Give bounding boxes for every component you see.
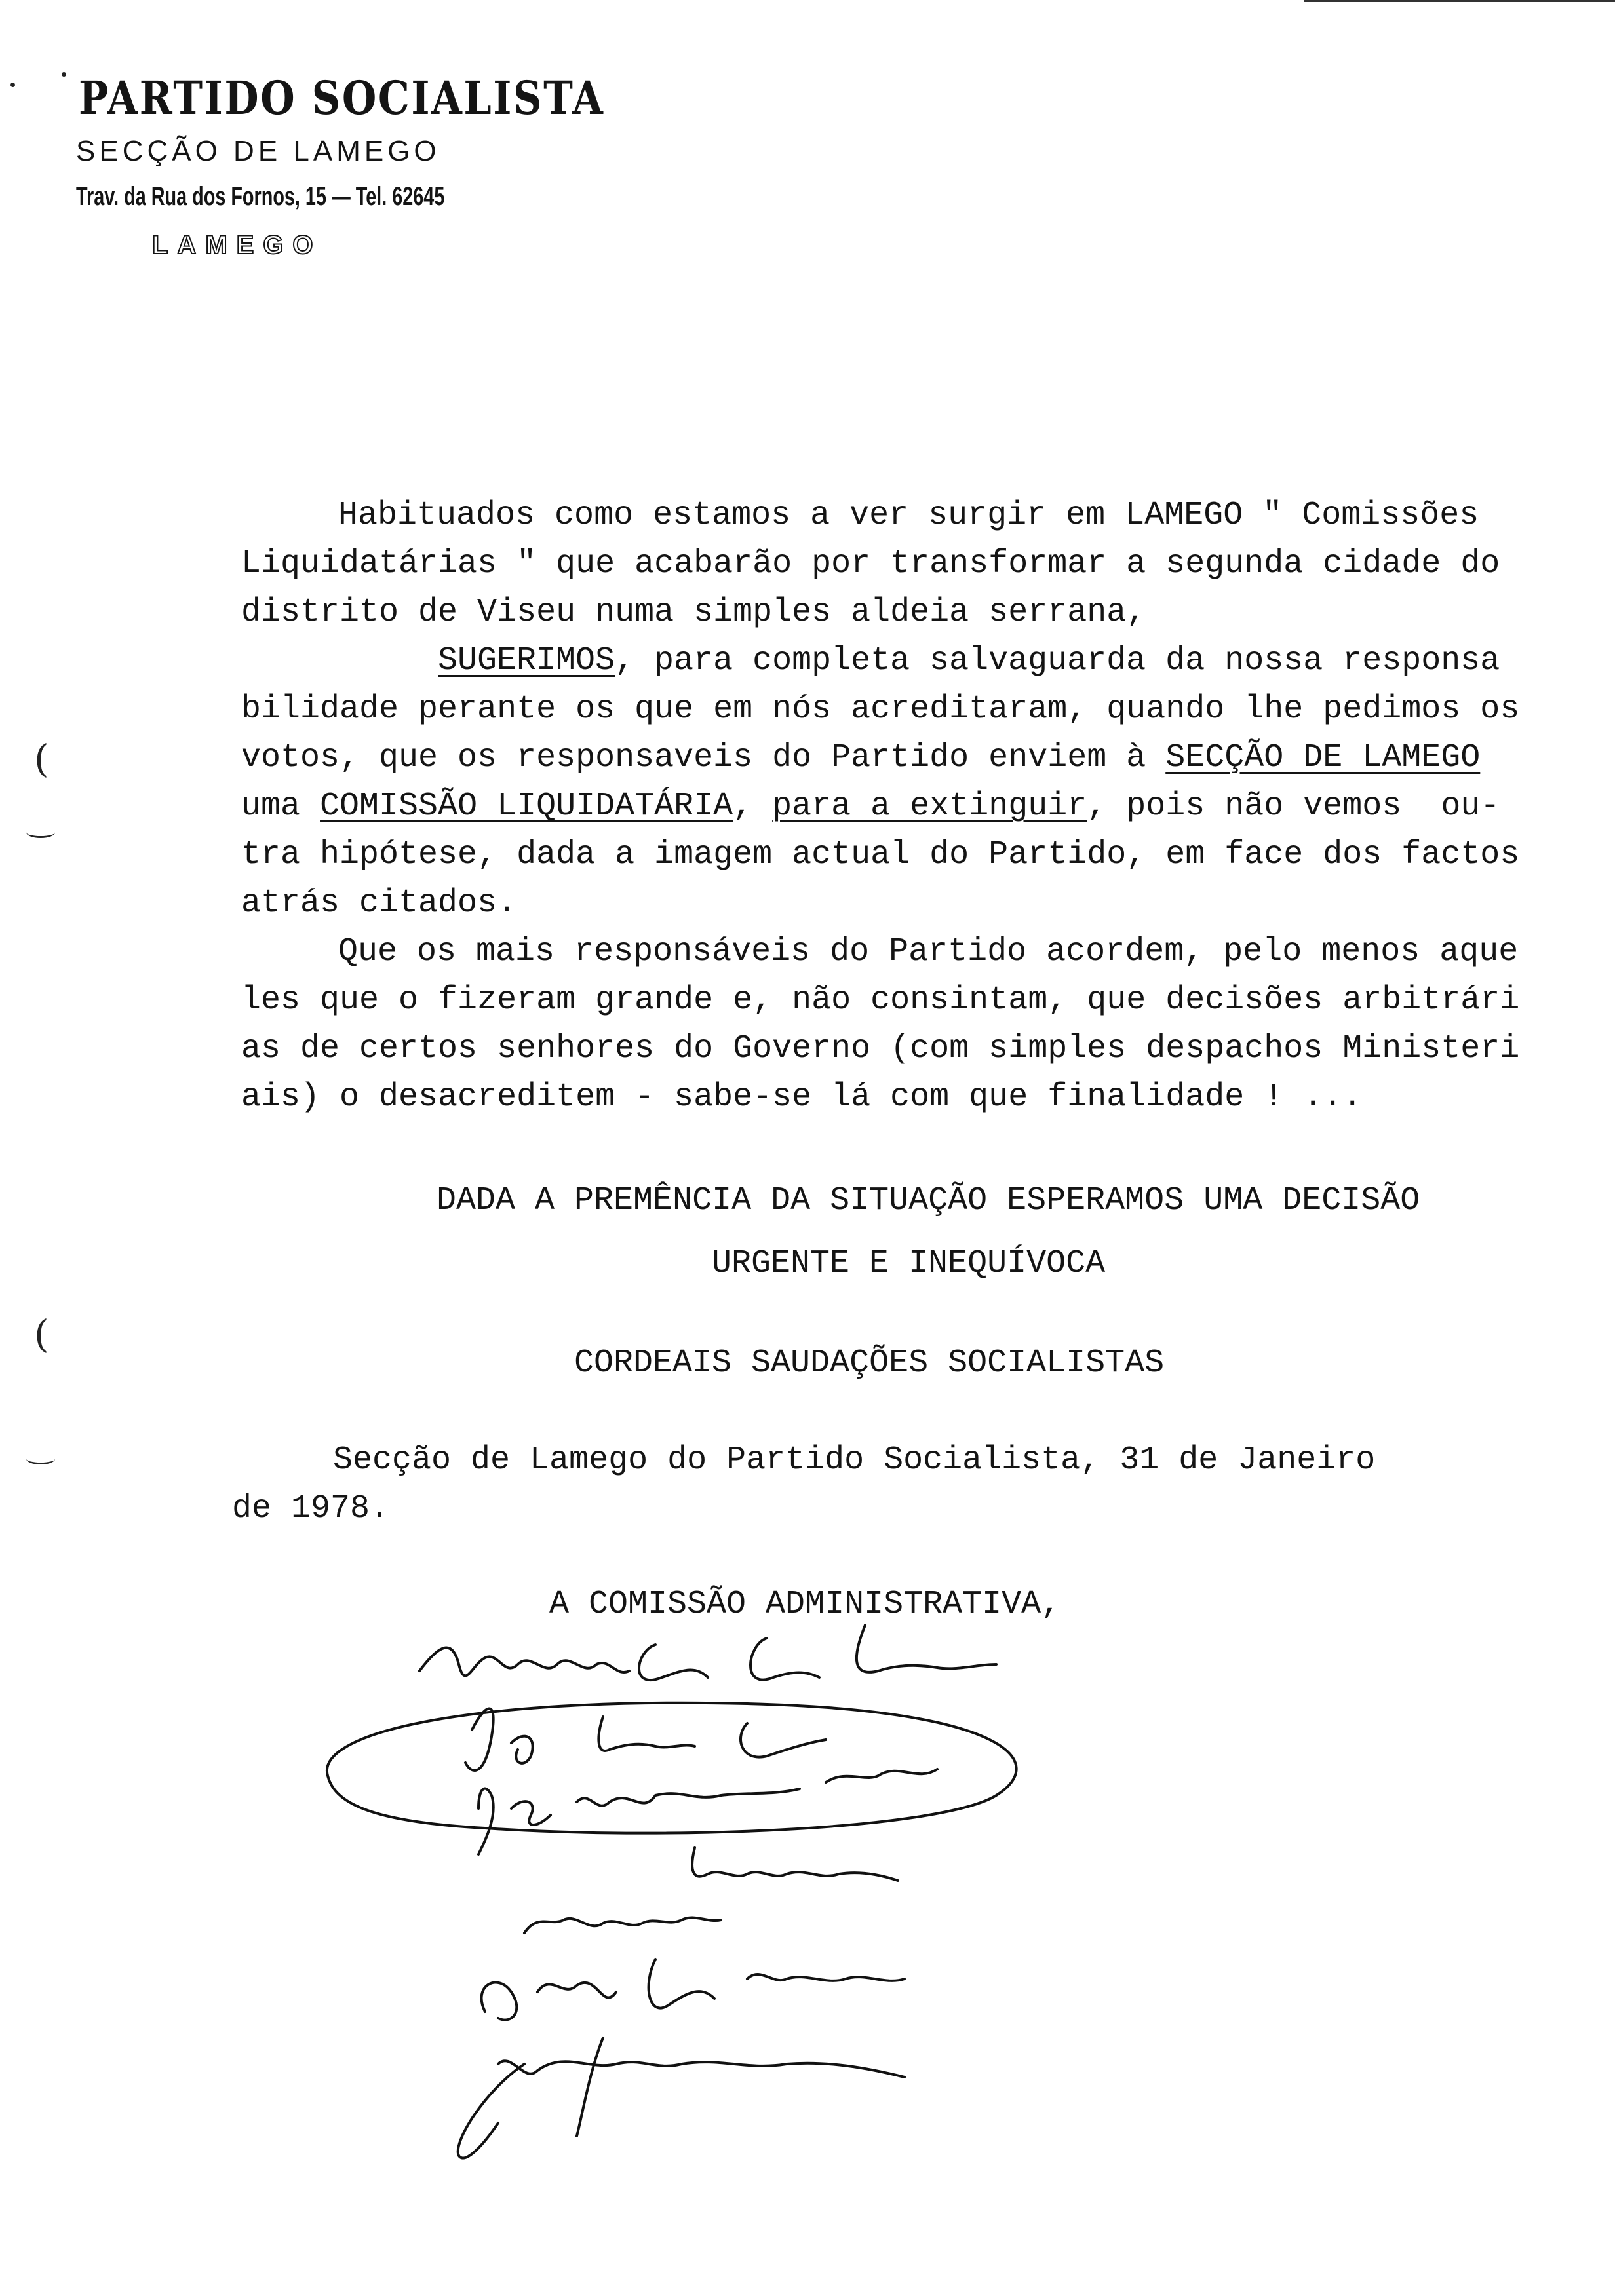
body-line: tra hipótese, dada a imagem actual do Partido, em face dos factos: [241, 836, 1520, 873]
section-city: LAMEGO: [152, 231, 322, 259]
body-line: ais) o desacreditem - sabe-se lá com que finalidade ! ...: [241, 1079, 1363, 1116]
punch-dot: [62, 72, 66, 77]
party-name: PARTIDO SOCIALISTA: [79, 71, 605, 125]
body-line: uma COMISSÃO LIQUIDATÁRIA, para a extinguir, pois não vemos ou-: [241, 788, 1500, 825]
committee-title: A COMISSÃO ADMINISTRATIVA,: [549, 1586, 1061, 1623]
underlined-text: COMISSÃO LIQUIDATÁRIA: [320, 788, 733, 825]
body-line: as de certos senhores do Governo (com simples despachos Ministeri: [241, 1030, 1520, 1067]
body-line: votos, que os responsaveis do Partido enviem à SECÇÃO DE LAMEGO: [241, 739, 1481, 776]
margin-fold-mark: [26, 1453, 55, 1464]
signature-5: [524, 1917, 721, 1933]
signature-6: [482, 1959, 905, 2020]
margin-mark: (: [34, 737, 49, 781]
place-date: Secção de Lamego do Partido Socialista, 31 de Janeiro: [333, 1442, 1376, 1479]
section-address: Trav. da Rua dos Fornos, 15 — Tel. 62645: [76, 182, 445, 211]
signature-4: [692, 1848, 898, 1881]
underlined-text: SUGERIMOS: [438, 642, 615, 679]
punch-dot: [10, 83, 15, 87]
body-line: bilidade perante os que em nós acreditaram, quando lhe pedimos os: [241, 691, 1520, 728]
underlined-text: SECÇÃO DE LAMEGO: [1165, 739, 1481, 776]
handwritten-signatures: [288, 1566, 1272, 2169]
body-line: Habituados como estamos a ver surgir em LAMEGO " Comissões: [338, 497, 1479, 534]
margin-fold-mark: [26, 827, 55, 838]
urgency-line: DADA A PREMÊNCIA DA SITUAÇÃO ESPERAMOS UMA DECISÃO: [437, 1182, 1420, 1219]
body-line: Liquidatárias " que acabarão por transformar a segunda cidade do: [241, 545, 1500, 583]
urgency-line: URGENTE E INEQUÍVOCA: [712, 1245, 1106, 1282]
signature-2: [465, 1709, 826, 1770]
greeting: CORDEAIS SAUDAÇÕES SOCIALISTAS: [574, 1345, 1165, 1382]
underlined-text: para a extinguir: [772, 788, 1087, 825]
margin-mark: (: [34, 1312, 49, 1356]
body-line: les que o fizeram grande e, não consintam, que decisões arbitrári: [241, 982, 1520, 1019]
commission-oval: [327, 1703, 1017, 1833]
signature-1: [419, 1625, 996, 1680]
signature-7: [458, 2038, 905, 2158]
place-date: de 1978.: [232, 1490, 390, 1527]
body-line: distrito de Viseu numa simples aldeia serrana,: [241, 594, 1146, 631]
section-name: SECÇÃO DE LAMEGO: [76, 135, 440, 167]
top-edge-rule: [1304, 0, 1615, 2]
body-line: Que os mais responsáveis do Partido acordem, pelo menos aque: [338, 933, 1519, 970]
body-line: SUGERIMOS, para completa salvaguarda da nossa responsa: [438, 642, 1500, 679]
body-line: atrás citados.: [241, 885, 517, 922]
signature-3: [478, 1769, 937, 1854]
